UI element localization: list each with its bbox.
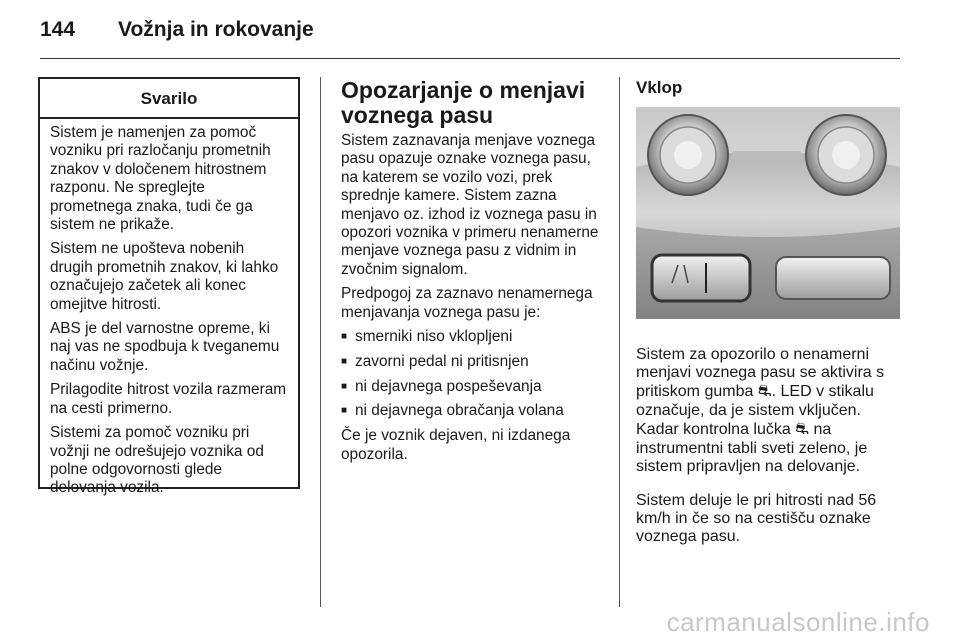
warning-heading: Svarilo [40, 79, 298, 119]
warning-body [40, 119, 298, 498]
activation-paragraph [636, 346, 906, 476]
watermark: carmanualsonline.info [666, 607, 930, 637]
header-rule [40, 58, 900, 59]
warning-paragraph: Sistem je namenjen za pomoč vozniku pri razločanju prometnih znakov v določenem hitrostnem razponu. Ne spreglejte prometnega znaka, tudi če ga sistem ne prikaže. [50, 124, 271, 234]
activation-text-part: na instrumentni tabli sveti zeleno, je sistem pripravljen na delovanje. [636, 421, 868, 475]
list-item: ■ ni dejavnega obračanja volana [341, 402, 605, 420]
warning-paragraph: Sistem ne upošteva nobenih drugih prometnih znakov, ki lahko označujejo začetek ali konec omejitve hitrosti. [50, 240, 279, 313]
page-title: Vožnja in rokovanje [118, 18, 314, 41]
list-item: ■ ni dejavnega pospeševanja [341, 378, 605, 396]
switch-panel-photo [636, 107, 900, 319]
page-number: 144 [40, 18, 76, 41]
warning-box [38, 77, 300, 497]
warning-paragraph: Prilagodite hitrost vozila razmeram na cesti primerno. [50, 381, 287, 417]
warning-paragraph: Sistemi za pomoč vozniku pri vožnji ne odrešujejo voznika od polne odgovornosti glede delovanja vozila. [50, 424, 264, 497]
lane-symbol-icon: ⛐ [757, 383, 772, 400]
activation-text-part: . LED v stikalu označuje, da je sistem vključen. Kadar kontrolna lučka [636, 383, 874, 438]
condition-list [341, 328, 605, 421]
activation-text-part: Sistem za opozorilo o nenamerni menjavi voznega pasu se aktivira s pritiskom gumba [636, 346, 885, 400]
activation-heading: Vklop [636, 78, 683, 97]
condition-paragraph: Predpogoj za zaznavo nenamernega menjavanja voznega pasu je: [341, 285, 593, 321]
intro-paragraph: Sistem zaznavanja menjave voznega pasu opazuje oznake voznega pasu, na katerem se vozilo vozi, prek sprednje kamere. Sistem zazna menjavo oz. izhod iz voznega pasu in opozori voznika v primeru nenamerne menjave voznega pasu z vidnim in zvočnim signalom. [341, 132, 599, 278]
activation-paragraph: Sistem deluje le pri hitrosti nad 56 km/h in če so na cestišču oznake voznega pasu. [636, 492, 877, 545]
section-heading: Opozarjanje o menjavi voznega pasu [341, 77, 586, 128]
warning-paragraph: ABS je del varnostne opreme, ki naj vas ne spodbuja k tveganemu načinu vožnje. [50, 320, 280, 374]
list-item: ■ smerniki niso vklopljeni [341, 328, 605, 346]
closing-paragraph: Če je voznik dejaven, ni izdanega opozorila. [341, 427, 571, 463]
activation-text [636, 330, 906, 562]
column-divider-right [619, 77, 620, 607]
lane-departure-section [341, 78, 605, 470]
column-divider-left [320, 77, 321, 607]
activation-section [636, 78, 906, 98]
lane-symbol-icon: ⛐ [795, 421, 810, 438]
list-item: ■ zavorni pedal ni pritisnjen [341, 353, 605, 371]
